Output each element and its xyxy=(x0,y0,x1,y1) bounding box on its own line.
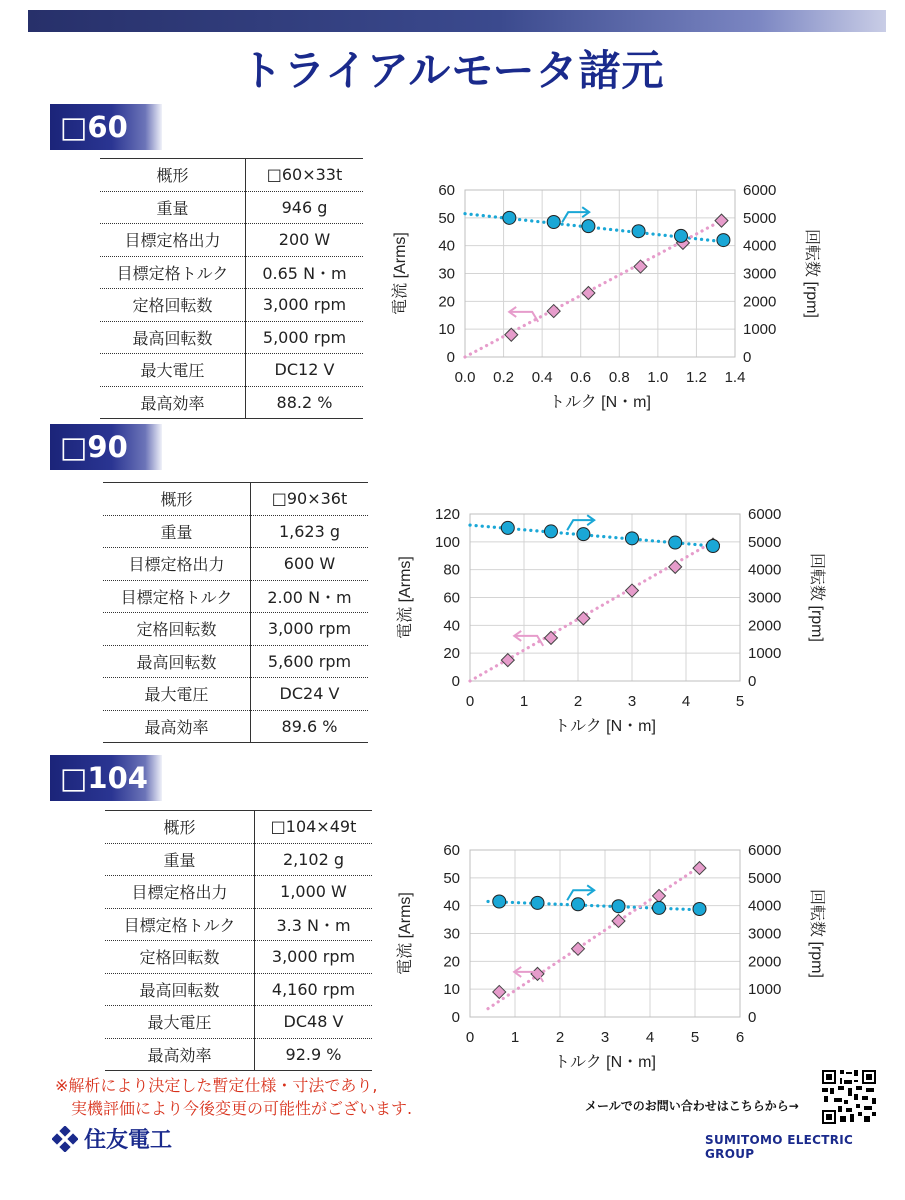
current-point xyxy=(675,229,688,242)
y2-tick-label: 5000 xyxy=(748,869,782,887)
y-tick-label: 40 xyxy=(443,617,460,635)
spec-key: 最大電圧 xyxy=(105,1006,255,1039)
page-title: トライアルモータ諸元 xyxy=(240,46,665,95)
spec-key: 最高効率 xyxy=(100,386,246,419)
current-point xyxy=(626,532,639,545)
spec-key: 最高回転数 xyxy=(103,645,251,678)
spec-key: 目標定格出力 xyxy=(103,548,251,581)
spec-value: □90×36t xyxy=(251,483,369,516)
y2-tick-label: 5000 xyxy=(748,533,782,551)
y-tick-label: 40 xyxy=(438,237,455,255)
section-label-90: □90 xyxy=(50,424,162,470)
current-point xyxy=(632,225,645,238)
spec-value: 89.6 % xyxy=(251,710,369,743)
y2-tick-label: 0 xyxy=(748,673,757,690)
y2-tick-label: 1000 xyxy=(743,321,777,339)
current-point xyxy=(572,898,585,911)
spec-row xyxy=(103,613,368,646)
group-name: SUMITOMO ELECTRIC GROUP xyxy=(705,1133,854,1161)
spec-value: 5,600 rpm xyxy=(251,645,369,678)
y-tick-label: 120 xyxy=(434,506,460,523)
spec-value: DC24 V xyxy=(251,678,369,711)
current-point xyxy=(531,896,544,909)
spec-key: 最大電圧 xyxy=(103,678,251,711)
speed-point xyxy=(493,985,506,998)
company-logo xyxy=(52,1123,172,1154)
x-tick-label: 0.0 xyxy=(454,369,476,386)
spec-row xyxy=(105,941,372,974)
spec-row xyxy=(103,515,368,548)
spec-row xyxy=(103,483,368,516)
spec-value: 600 W xyxy=(251,548,369,581)
y2-tick-label: 1000 xyxy=(748,645,782,663)
header-band xyxy=(28,10,886,32)
speed-trendline xyxy=(488,867,700,1009)
spec-value: 1,000 W xyxy=(255,876,373,909)
company-name: 住友電工 xyxy=(84,1128,173,1153)
y-tick-label: 20 xyxy=(438,293,455,311)
spec-value: 92.9 % xyxy=(255,1038,373,1071)
speed-point xyxy=(547,305,560,318)
y-tick-label: 60 xyxy=(443,589,460,607)
y2-tick-label: 4000 xyxy=(748,897,782,915)
spec-row xyxy=(103,548,368,581)
spec-row xyxy=(105,876,372,909)
current-point xyxy=(577,528,590,541)
y2-tick-label: 3000 xyxy=(748,925,782,943)
spec-key: 目標定格出力 xyxy=(105,876,255,909)
x-tick-label: 1 xyxy=(519,693,529,710)
y2-tick-label: 0 xyxy=(743,349,752,366)
spec-key: 最高回転数 xyxy=(105,973,255,1006)
y2-tick-label: 2000 xyxy=(748,953,782,971)
speed-point xyxy=(572,942,585,955)
current-point xyxy=(545,525,558,538)
y-tick-label: 100 xyxy=(434,533,460,551)
spec-value: 3,000 rpm xyxy=(255,941,373,974)
spec-row xyxy=(100,191,363,224)
y-tick-label: 10 xyxy=(443,981,460,999)
current-point xyxy=(669,536,682,549)
spec-key: 目標定格トルク xyxy=(100,256,246,289)
x-tick-label: 2 xyxy=(573,693,583,710)
speed-point xyxy=(634,260,647,273)
chart-90 xyxy=(380,500,850,750)
current-point xyxy=(707,540,720,553)
spec-key: 重量 xyxy=(100,191,246,224)
chart-60 xyxy=(375,176,845,426)
spec-row xyxy=(105,843,372,876)
spec-row xyxy=(100,256,363,289)
y2-axis-label: 回転数 [rpm] xyxy=(808,889,825,978)
spec-key: 定格回転数 xyxy=(105,941,255,974)
speed-point xyxy=(715,214,728,227)
spec-row xyxy=(100,386,363,419)
spec-table-104 xyxy=(105,810,372,1071)
y2-tick-label: 4000 xyxy=(748,561,782,579)
y-tick-label: 60 xyxy=(443,842,460,859)
y-tick-label: 80 xyxy=(443,561,460,579)
current-point xyxy=(503,211,516,224)
spec-value: 1,623 g xyxy=(251,515,369,548)
spec-value: 3,000 rpm xyxy=(251,613,369,646)
spec-key: 重量 xyxy=(103,515,251,548)
spec-row xyxy=(100,354,363,387)
spec-key: 最大電圧 xyxy=(100,354,246,387)
spec-row xyxy=(105,1038,372,1071)
y2-axis-label: 回転数 [rpm] xyxy=(808,553,825,642)
spec-value: 2.00 N・m xyxy=(251,580,369,613)
spec-value: 4,160 rpm xyxy=(255,973,373,1006)
x-tick-label: 3 xyxy=(600,1029,610,1046)
spec-row xyxy=(100,224,363,257)
speed-point xyxy=(669,560,682,573)
spec-key: 最高効率 xyxy=(105,1038,255,1071)
x-tick-label: 0 xyxy=(465,693,475,710)
y2-tick-label: 0 xyxy=(748,1009,757,1026)
section-label-60: □60 xyxy=(50,104,162,150)
spec-key: 定格回転数 xyxy=(103,613,251,646)
x-tick-label: 1 xyxy=(510,1029,520,1046)
spec-key: 目標定格トルク xyxy=(103,580,251,613)
current-point xyxy=(547,216,560,229)
spec-table-90 xyxy=(103,482,368,743)
y2-tick-label: 6000 xyxy=(748,506,782,523)
spec-row xyxy=(105,1006,372,1039)
current-point xyxy=(501,521,514,534)
spec-value: 2,102 g xyxy=(255,843,373,876)
y-tick-label: 0 xyxy=(451,673,460,690)
y-tick-label: 50 xyxy=(438,209,455,227)
spec-key: 概形 xyxy=(103,483,251,516)
spec-key: 定格回転数 xyxy=(100,289,246,322)
sumitomo-logo-icon xyxy=(52,1126,78,1152)
spec-value: DC48 V xyxy=(255,1006,373,1039)
spec-value: 946 g xyxy=(246,191,364,224)
y2-tick-label: 4000 xyxy=(743,237,777,255)
spec-key: 重量 xyxy=(105,843,255,876)
current-point xyxy=(653,901,666,914)
x-axis-label: トルク [N・m] xyxy=(554,1054,656,1071)
x-tick-label: 0.2 xyxy=(493,369,515,386)
current-point xyxy=(612,900,625,913)
y2-tick-label: 3000 xyxy=(748,589,782,607)
spec-value: 5,000 rpm xyxy=(246,321,364,354)
y-tick-label: 20 xyxy=(443,953,460,971)
speed-point xyxy=(612,914,625,927)
note-line-2: 実機評価により今後変更の可能性がございます. xyxy=(71,1099,413,1118)
y-tick-label: 60 xyxy=(438,182,455,199)
y-tick-label: 30 xyxy=(438,265,455,283)
x-tick-label: 6 xyxy=(735,1029,745,1046)
y-tick-label: 40 xyxy=(443,897,460,915)
y2-tick-label: 6000 xyxy=(748,842,782,859)
spec-row xyxy=(103,580,368,613)
current-point xyxy=(717,234,730,247)
y2-tick-label: 5000 xyxy=(743,209,777,227)
x-tick-label: 0 xyxy=(465,1029,475,1046)
spec-row xyxy=(105,908,372,941)
x-tick-label: 1.2 xyxy=(685,369,707,386)
x-tick-label: 3 xyxy=(627,693,637,710)
x-axis-label: トルク [N・m] xyxy=(554,718,656,735)
y-tick-label: 0 xyxy=(451,1009,460,1026)
y-tick-label: 0 xyxy=(446,349,455,366)
y-axis-label: 電流 [Arms] xyxy=(397,892,414,975)
spec-row xyxy=(103,678,368,711)
x-tick-label: 5 xyxy=(690,1029,700,1046)
spec-key: 概形 xyxy=(105,811,255,844)
disclaimer-note xyxy=(55,1074,412,1120)
spec-value: 200 W xyxy=(246,224,364,257)
spec-row xyxy=(105,973,372,1006)
y2-tick-label: 2000 xyxy=(743,293,777,311)
y2-tick-label: 2000 xyxy=(748,617,782,635)
y-tick-label: 30 xyxy=(443,925,460,943)
speed-point xyxy=(505,328,518,341)
y-tick-label: 20 xyxy=(443,645,460,663)
spec-value: □104×49t xyxy=(255,811,373,844)
y-axis-label: 電流 [Arms] xyxy=(392,232,409,315)
spec-key: 概形 xyxy=(100,159,246,192)
spec-value: DC12 V xyxy=(246,354,364,387)
spec-row xyxy=(100,159,363,192)
current-point xyxy=(693,903,706,916)
chart-104 xyxy=(380,836,850,1086)
spec-row xyxy=(105,811,372,844)
spec-row xyxy=(100,289,363,322)
speed-point xyxy=(653,889,666,902)
spec-row xyxy=(100,321,363,354)
x-tick-label: 1.0 xyxy=(647,369,669,386)
x-tick-label: 1.4 xyxy=(724,369,746,386)
spec-value: □60×33t xyxy=(246,159,364,192)
spec-key: 目標定格トルク xyxy=(105,908,255,941)
section-label-104: □104 xyxy=(50,755,162,801)
x-tick-label: 4 xyxy=(645,1029,655,1046)
spec-row xyxy=(103,710,368,743)
x-tick-label: 5 xyxy=(735,693,745,710)
y-tick-label: 10 xyxy=(438,321,455,339)
y-tick-label: 50 xyxy=(443,869,460,887)
spec-row xyxy=(103,645,368,678)
x-tick-label: 0.6 xyxy=(570,369,592,386)
spec-value: 88.2 % xyxy=(246,386,364,419)
x-tick-label: 0.8 xyxy=(608,369,630,386)
y2-tick-label: 3000 xyxy=(743,265,777,283)
spec-key: 目標定格出力 xyxy=(100,224,246,257)
speed-point xyxy=(626,584,639,597)
x-tick-label: 4 xyxy=(681,693,691,710)
spec-value: 3,000 rpm xyxy=(246,289,364,322)
y2-tick-label: 1000 xyxy=(748,981,782,999)
spec-key: 最高回転数 xyxy=(100,321,246,354)
spec-value: 3.3 N・m xyxy=(255,908,373,941)
current-point xyxy=(493,895,506,908)
qr-code-icon[interactable] xyxy=(820,1068,878,1126)
y2-axis-label: 回転数 [rpm] xyxy=(803,229,820,318)
x-tick-label: 2 xyxy=(555,1029,565,1046)
contact-link[interactable]: メールでのお問い合わせはこちらから→ xyxy=(585,1099,799,1113)
y-axis-label: 電流 [Arms] xyxy=(397,556,414,639)
note-line-1: ※解析により決定した暫定仕様・寸法であり, xyxy=(55,1076,378,1095)
y2-tick-label: 6000 xyxy=(743,182,777,199)
x-axis-label: トルク [N・m] xyxy=(549,394,651,411)
current-point xyxy=(582,220,595,233)
spec-key: 最高効率 xyxy=(103,710,251,743)
x-tick-label: 0.4 xyxy=(531,369,553,386)
spec-value: 0.65 N・m xyxy=(246,256,364,289)
spec-table-60 xyxy=(100,158,363,419)
